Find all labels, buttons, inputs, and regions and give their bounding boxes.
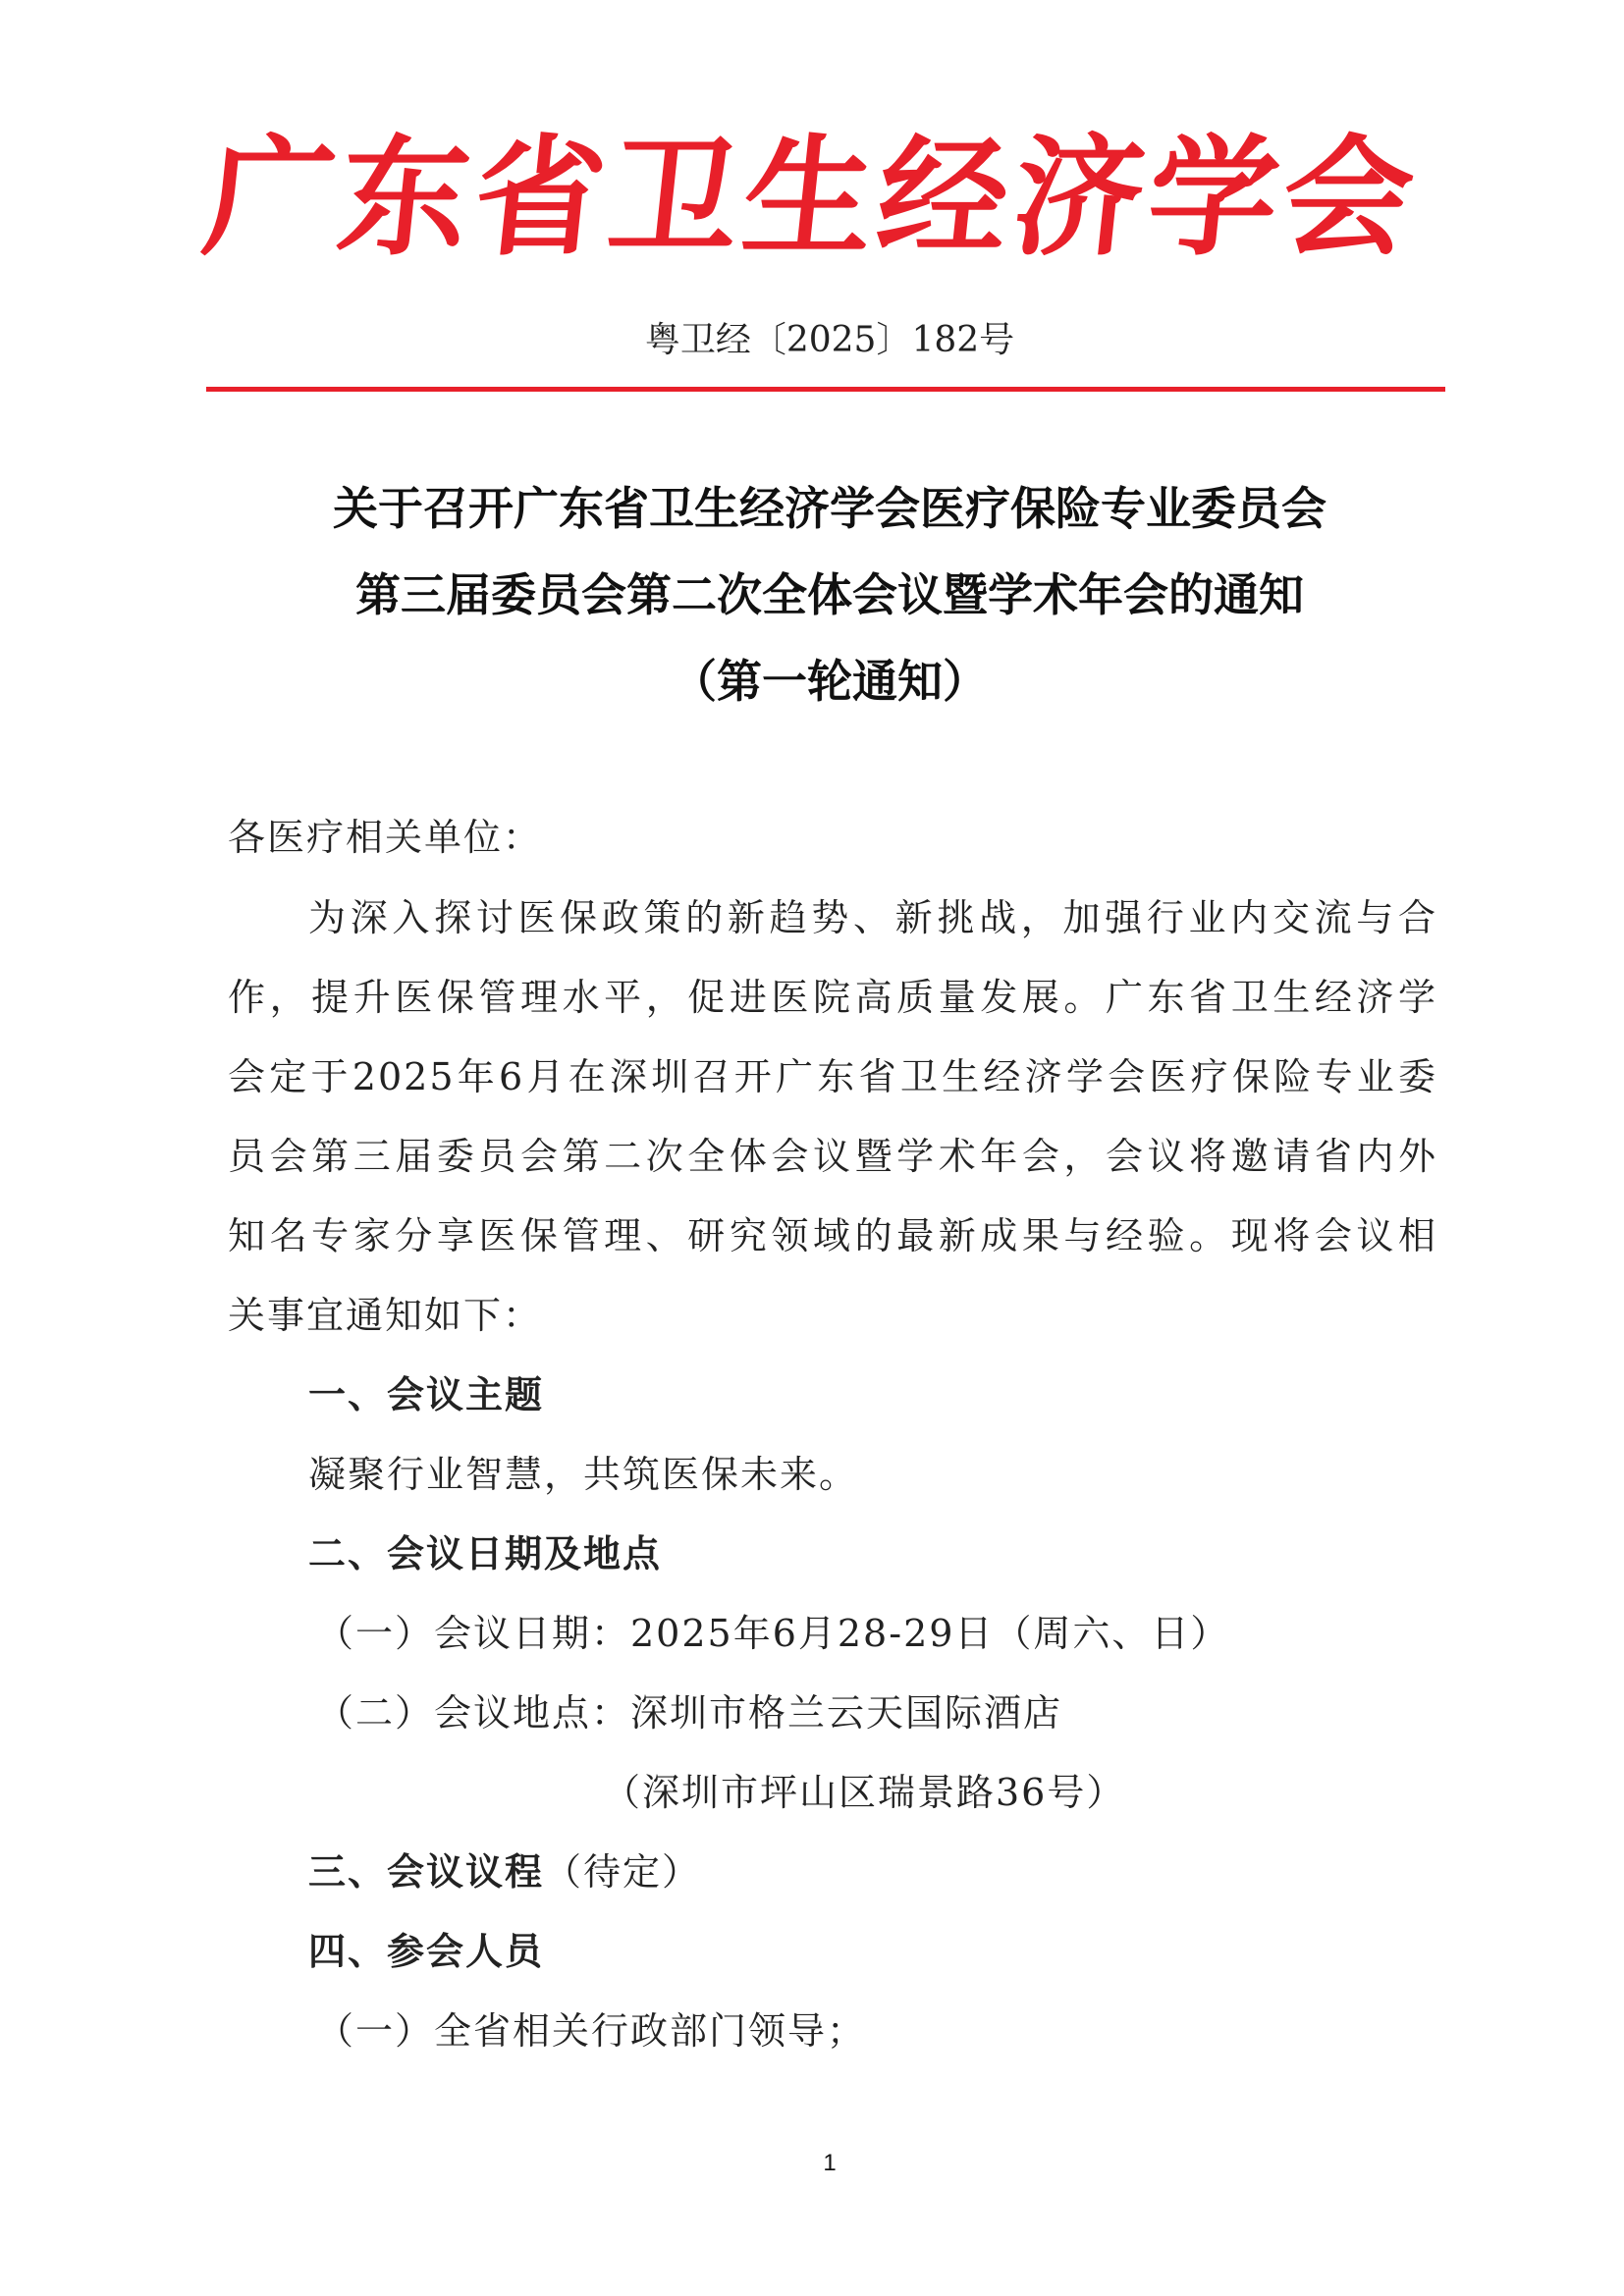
section-3-note: （待定） [544,1850,702,1894]
masthead-char: 经 [870,122,1017,274]
salutation: 各医疗相关单位： [228,816,543,859]
intro-line-4: 员会第三届委员会第二次全体会议暨学术年会，会议将邀请省内外 [228,1135,1437,1178]
section-2-heading: 二、会议日期及地点 [308,1532,663,1575]
masthead-title [196,108,1421,274]
attendee-item-1: （一）全省相关行政部门领导； [316,2009,867,2053]
red-divider [206,387,1445,392]
masthead-char: 会 [1274,122,1421,274]
page-number: 1 [823,2150,837,2176]
masthead-char: 广 [196,122,343,274]
masthead-char: 省 [466,122,613,274]
meeting-address: （深圳市坪山区瑞景路36号） [603,1771,1126,1814]
section-3 [308,1842,701,1896]
section-1-heading: 一、会议主题 [308,1373,545,1416]
section-4-heading: 四、参会人员 [308,1930,545,1973]
title-line-3: （第一轮通知） [672,655,988,708]
intro-line-6: 关事宜通知如下： [228,1294,543,1337]
intro-line-3: 会定于2025年6月在深圳召开广东省卫生经济学会医疗保险专业委 [228,1055,1437,1098]
masthead-char: 济 [1005,122,1152,274]
intro-line-1: 为深入探讨医保政策的新趋势、新挑战，加强行业内交流与合 [308,896,1437,939]
document-number: 粤卫经〔2025〕182号 [644,320,1015,360]
intro-line-2: 作，提升医保管理水平，促进医院高质量发展。广东省卫生经济学 [228,976,1437,1019]
section-3-heading: 三、会议议程 [308,1850,545,1894]
masthead-char: 卫 [601,122,747,274]
masthead-char: 学 [1140,122,1286,274]
masthead-char: 生 [735,122,882,274]
intro-line-5: 知名专家分享医保管理、研究领域的最新成果与经验。现将会议相 [228,1214,1437,1257]
title-line-1: 关于召开广东省卫生经济学会医疗保险专业委员会 [333,482,1326,535]
meeting-venue: （二）会议地点：深圳市格兰云天国际酒店 [316,1691,1063,1735]
masthead-char: 东 [331,122,478,274]
meeting-date: （一）会议日期：2025年6月28-29日（周六、日） [316,1612,1230,1655]
title-line-2: 第三届委员会第二次全体会议暨学术年会的通知 [355,568,1304,621]
section-1-text: 凝聚行业智慧，共筑医保未来。 [308,1453,859,1496]
